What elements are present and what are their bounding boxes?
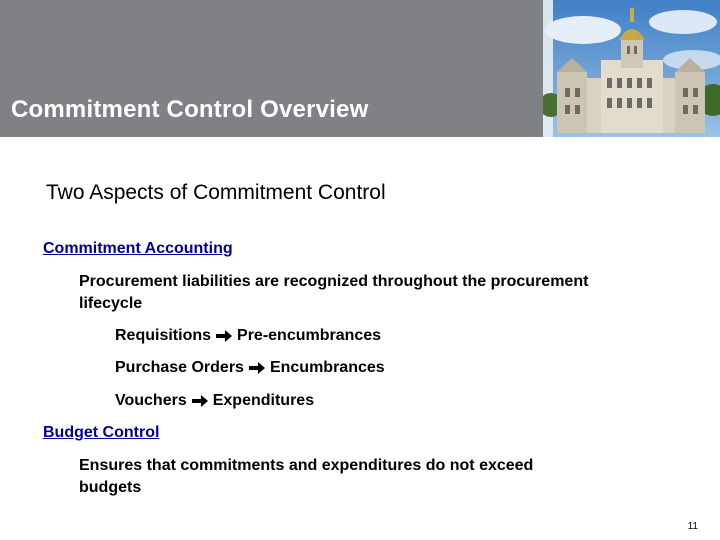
commitment-accounting-link[interactable]: Commitment Accounting	[43, 240, 233, 257]
mapping-item	[115, 392, 314, 410]
mapping-to: Encumbrances	[269, 359, 385, 376]
arrow-right-icon	[216, 329, 232, 343]
mapping-item	[115, 359, 385, 377]
mapping-from: Requisitions	[115, 327, 212, 344]
capitol-building-image	[543, 0, 720, 137]
mapping-to: Expenditures	[212, 392, 315, 409]
arrow-right-icon	[249, 361, 265, 375]
commitment-accounting-description: Procurement liabilities are recognized throughout the procurement lifecycle	[79, 273, 589, 312]
slide-title: Commitment Control Overview	[11, 96, 369, 123]
mapping-from: Vouchers	[115, 392, 187, 409]
section-heading: Two Aspects of Commitment Control	[46, 181, 386, 204]
page-number: 11	[687, 521, 698, 532]
mapping-item	[115, 327, 381, 345]
mapping-to: Pre-encumbrances	[237, 327, 382, 344]
arrow-right-icon	[192, 394, 208, 408]
mapping-from: Purchase Orders	[115, 359, 244, 376]
budget-control-description: Ensures that commitments and expenditures do not exceed budgets	[79, 457, 534, 496]
budget-control-link[interactable]: Budget Control	[43, 424, 160, 441]
